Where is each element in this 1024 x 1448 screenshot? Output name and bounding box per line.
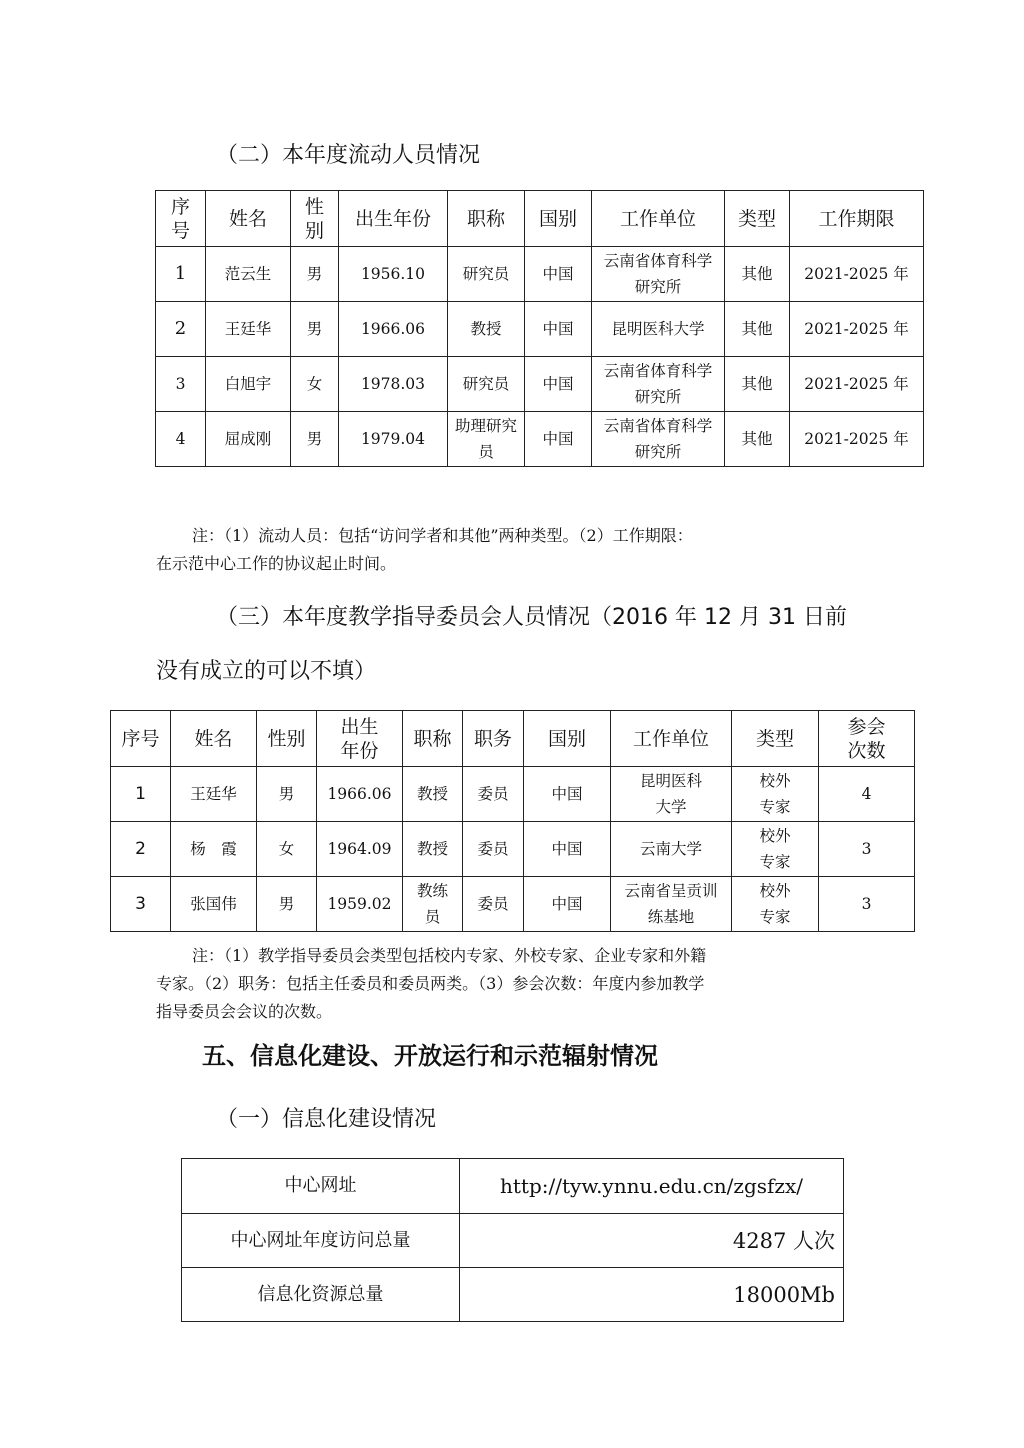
table-cell: 中国 bbox=[524, 767, 611, 822]
table-cell: 范云生 bbox=[206, 247, 291, 302]
table-row bbox=[111, 877, 915, 932]
table-cell: 男 bbox=[291, 247, 339, 302]
table-cell: 委员 bbox=[463, 877, 524, 932]
table-cell: 助理研究员 bbox=[448, 412, 525, 467]
row-label: 中心网址年度访问总量 bbox=[182, 1214, 460, 1268]
table-cell: 王廷华 bbox=[171, 767, 257, 822]
table-cell: 3 bbox=[819, 877, 915, 932]
table-cell: 屈成刚 bbox=[206, 412, 291, 467]
header-cell: 类型 bbox=[725, 191, 790, 247]
chapter-heading: 五、信息化建设、开放运行和示范辐射情况 bbox=[202, 1042, 658, 1070]
table-cell: 白旭宇 bbox=[206, 357, 291, 412]
header-cell: 国别 bbox=[525, 191, 592, 247]
header-cell: 出生年份 bbox=[317, 711, 403, 767]
table-row bbox=[182, 1159, 844, 1214]
table-cell: 教授 bbox=[403, 767, 463, 822]
header-cell: 姓名 bbox=[171, 711, 257, 767]
table-cell: 云南省体育科学研究所 bbox=[592, 357, 725, 412]
table-cell: 1956.10 bbox=[339, 247, 448, 302]
table-cell: 1966.06 bbox=[317, 767, 403, 822]
table-cell: 研究员 bbox=[448, 247, 525, 302]
table-cell: 王廷华 bbox=[206, 302, 291, 357]
table-cell: 4 bbox=[819, 767, 915, 822]
table-cell: 中国 bbox=[525, 412, 592, 467]
note-line: 在示范中心工作的协议起止时间。 bbox=[156, 554, 397, 573]
table-row bbox=[111, 767, 915, 822]
note-line: 注：（1）教学指导委员会类型包括校内专家、外校专家、企业专家和外籍 bbox=[192, 946, 707, 965]
committee-table bbox=[110, 710, 915, 932]
header-cell: 国别 bbox=[524, 711, 611, 767]
table-cell: 委员 bbox=[463, 767, 524, 822]
table-cell: 云南省呈贡训练基地 bbox=[611, 877, 732, 932]
table-cell: 中国 bbox=[524, 822, 611, 877]
section-heading-committee-cont: 没有成立的可以不填） bbox=[156, 659, 377, 684]
table-row bbox=[156, 247, 924, 302]
table-cell: 女 bbox=[257, 822, 317, 877]
table-cell: 3 bbox=[819, 822, 915, 877]
table-cell: 校外专家 bbox=[732, 767, 819, 822]
section-heading-informatization: （一）信息化建设情况 bbox=[216, 1107, 437, 1132]
committee-note bbox=[156, 942, 886, 1026]
table-cell: 女 bbox=[291, 357, 339, 412]
table-cell: 教授 bbox=[448, 302, 525, 357]
table-cell: 1964.09 bbox=[317, 822, 403, 877]
table-cell: 其他 bbox=[725, 302, 790, 357]
table-cell: 教授 bbox=[403, 822, 463, 877]
mobile-staff-note bbox=[156, 522, 896, 578]
table-cell: 云南省体育科学研究所 bbox=[592, 412, 725, 467]
table-cell: 1979.04 bbox=[339, 412, 448, 467]
table-cell: 中国 bbox=[525, 302, 592, 357]
table-cell: 中国 bbox=[524, 877, 611, 932]
table-cell: 1978.03 bbox=[339, 357, 448, 412]
table-cell: 男 bbox=[257, 877, 317, 932]
table-cell: 校外专家 bbox=[732, 877, 819, 932]
note-line: 指导委员会会议的次数。 bbox=[156, 1002, 333, 1021]
row-label: 信息化资源总量 bbox=[182, 1268, 460, 1322]
table-cell: 昆明医科大学 bbox=[592, 302, 725, 357]
table-cell: 2021-2025 年 bbox=[790, 302, 924, 357]
table-row bbox=[182, 1214, 844, 1268]
header-cell: 序号 bbox=[156, 191, 206, 247]
table-header-row bbox=[156, 191, 924, 247]
header-cell: 性别 bbox=[257, 711, 317, 767]
table-cell: 中国 bbox=[525, 247, 592, 302]
note-line: 专家。（2）职务：包括主任委员和委员两类。（3）参会次数：年度内参加教学 bbox=[156, 974, 705, 993]
table-cell: 1 bbox=[156, 247, 206, 302]
table-cell: 2 bbox=[111, 822, 171, 877]
table-cell: 1 bbox=[111, 767, 171, 822]
table-cell: 研究员 bbox=[448, 357, 525, 412]
header-cell: 工作单位 bbox=[592, 191, 725, 247]
table-row bbox=[156, 357, 924, 412]
table-cell: 校外专家 bbox=[732, 822, 819, 877]
header-cell: 出生年份 bbox=[339, 191, 448, 247]
table-cell: 1959.02 bbox=[317, 877, 403, 932]
table-cell: 云南大学 bbox=[611, 822, 732, 877]
table-cell: 其他 bbox=[725, 247, 790, 302]
table-header-row bbox=[111, 711, 915, 767]
table-row bbox=[111, 822, 915, 877]
row-value: 18000Mb bbox=[460, 1268, 844, 1322]
header-cell: 工作期限 bbox=[790, 191, 924, 247]
header-cell: 类型 bbox=[732, 711, 819, 767]
header-cell: 职称 bbox=[403, 711, 463, 767]
row-value: 4287 人次 bbox=[460, 1214, 844, 1268]
table-cell: 男 bbox=[257, 767, 317, 822]
note-line: 注：（1）流动人员：包括“访问学者和其他”两种类型。（2）工作期限： bbox=[192, 526, 693, 545]
table-cell: 云南省体育科学研究所 bbox=[592, 247, 725, 302]
table-cell: 2021-2025 年 bbox=[790, 412, 924, 467]
table-cell: 中国 bbox=[525, 357, 592, 412]
table-cell: 2021-2025 年 bbox=[790, 357, 924, 412]
table-cell: 张国伟 bbox=[171, 877, 257, 932]
header-cell: 职称 bbox=[448, 191, 525, 247]
row-label: 中心网址 bbox=[182, 1159, 460, 1214]
header-cell: 工作单位 bbox=[611, 711, 732, 767]
mobile-staff-table bbox=[155, 190, 924, 467]
table-cell: 其他 bbox=[725, 357, 790, 412]
table-cell: 2 bbox=[156, 302, 206, 357]
section-heading-mobile-staff: （二）本年度流动人员情况 bbox=[216, 143, 481, 168]
table-cell: 教练员 bbox=[403, 877, 463, 932]
table-row bbox=[156, 302, 924, 357]
table-row bbox=[182, 1268, 844, 1322]
table-cell: 其他 bbox=[725, 412, 790, 467]
header-cell: 姓名 bbox=[206, 191, 291, 247]
header-cell: 序号 bbox=[111, 711, 171, 767]
table-cell: 男 bbox=[291, 412, 339, 467]
header-cell: 性别 bbox=[291, 191, 339, 247]
table-cell: 3 bbox=[156, 357, 206, 412]
table-cell: 3 bbox=[111, 877, 171, 932]
informatization-table bbox=[181, 1158, 844, 1322]
website-url-link[interactable]: http://tyw.ynnu.edu.cn/zgsfzx/ bbox=[460, 1159, 844, 1214]
table-cell: 1966.06 bbox=[339, 302, 448, 357]
table-cell: 2021-2025 年 bbox=[790, 247, 924, 302]
table-cell: 昆明医科大学 bbox=[611, 767, 732, 822]
table-row bbox=[156, 412, 924, 467]
table-cell: 男 bbox=[291, 302, 339, 357]
table-cell: 委员 bbox=[463, 822, 524, 877]
table-cell: 杨 霞 bbox=[171, 822, 257, 877]
header-cell: 职务 bbox=[463, 711, 524, 767]
table-cell: 4 bbox=[156, 412, 206, 467]
section-heading-committee: （三）本年度教学指导委员会人员情况（2016 年 12 月 31 日前 bbox=[216, 605, 847, 630]
header-cell: 参会次数 bbox=[819, 711, 915, 767]
